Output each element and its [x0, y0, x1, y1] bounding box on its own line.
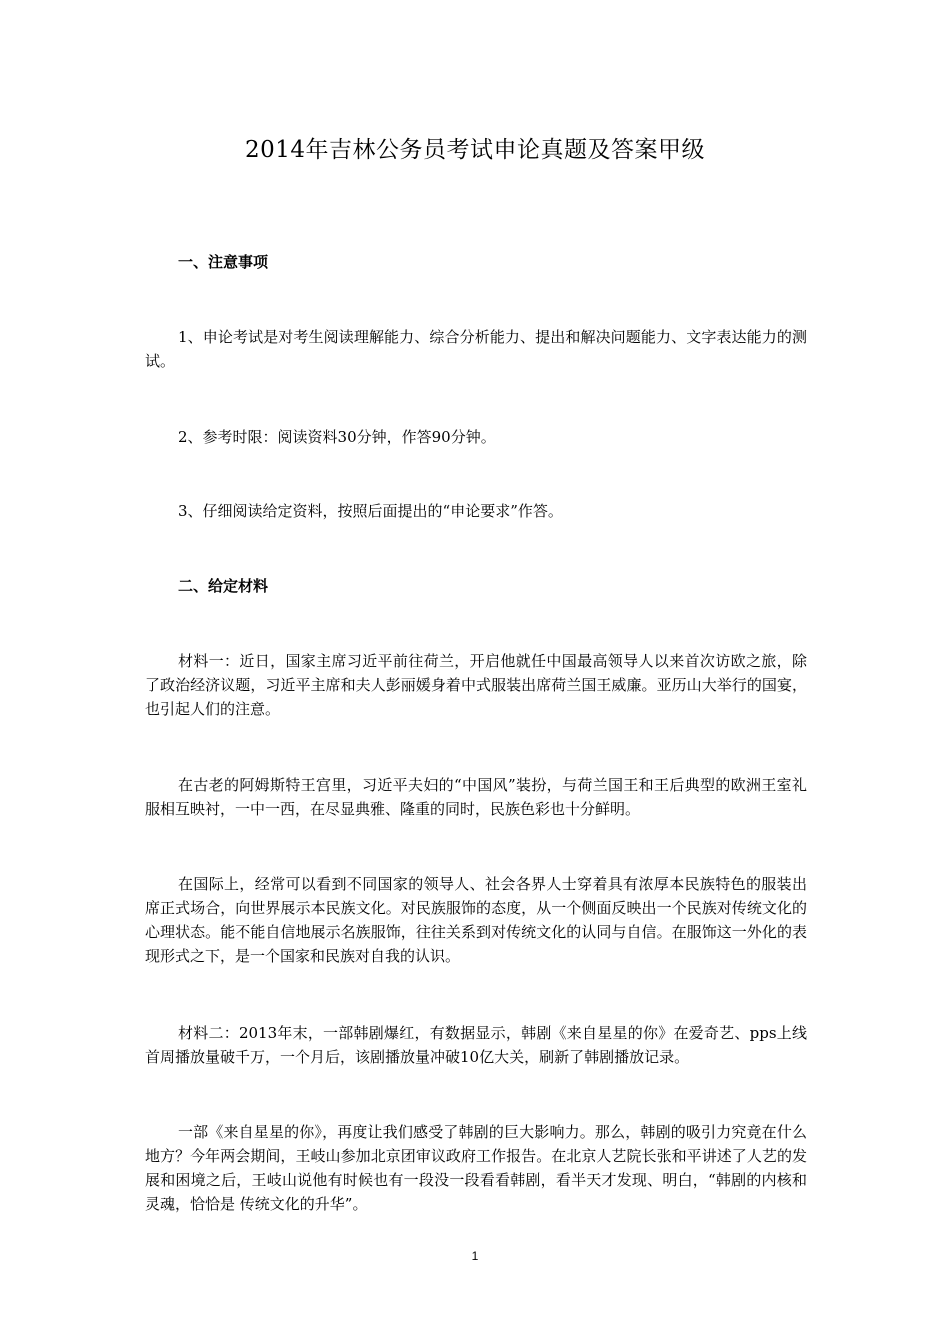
material-paragraph-4: 材料二：2013年末，一部韩剧爆红，有数据显示，韩剧《来自星星的你》在爱奇艺、pps上线首周播放量破千万，一个月后，该剧播放量冲破10亿大关，刷新了韩剧播放记录。: [145, 1024, 807, 1066]
material-paragraph-5: 一部《来自星星的你》，再度让我们感受了韩剧的巨大影响力。那么，韩剧的吸引力究竟在什么地方？今年两会期间，王岐山参加北京团审议政府工作报告。在北京人艺院长张和平讲述了人艺的发展和困境之后，王岐山说他有时候也有一段没一段看看韩剧，看半天才发现、明白，“韩剧的内核和灵魂，恰恰是 传统文化的升华”。: [145, 1123, 807, 1213]
material-paragraph-1: 材料一：近日，国家主席习近平前往荷兰，开启他就任中国最高领导人以来首次访欧之旅，除了政治经济议题，习近平主席和夫人彭丽媛身着中式服装出席荷兰国王威廉。亚历山大举行的国宴，也引起人们的注意。: [145, 652, 807, 718]
section-heading-notes: 一、注意事项: [178, 253, 269, 271]
section-heading-materials: 二、给定材料: [178, 577, 269, 595]
note-item-1: 1、申论考试是对考生阅读理解能力、综合分析能力、提出和解决问题能力、文字表达能力的测试。: [145, 328, 807, 370]
note-item-3: 3、仔细阅读给定资料，按照后面提出的“申论要求”作答。: [178, 502, 563, 520]
page-number: 1: [471, 1249, 479, 1263]
note-item-2: 2、参考时限：阅读资料30分钟，作答90分钟。: [178, 428, 496, 446]
document-title: 2014年吉林公务员考试申论真题及答案甲级: [244, 137, 706, 163]
material-paragraph-2: 在古老的阿姆斯特王宫里，习近平夫妇的“中国风”装扮，与荷兰国王和王后典型的欧洲王室礼服相互映衬，一中一西，在尽显典雅、隆重的同时，民族色彩也十分鲜明。: [145, 776, 807, 818]
material-paragraph-3: 在国际上，经常可以看到不同国家的领导人、社会各界人士穿着具有浓厚本民族特色的服装出席正式场合，向世界展示本民族文化。对民族服饰的态度，从一个侧面反映出一个民族对传统文化的心理状态。能不能自信地展示名族服饰，往往关系到对传统文化的认同与自信。在服饰这一外化的表现形式之下，是一个国家和民族对自我的认识。: [145, 875, 807, 965]
